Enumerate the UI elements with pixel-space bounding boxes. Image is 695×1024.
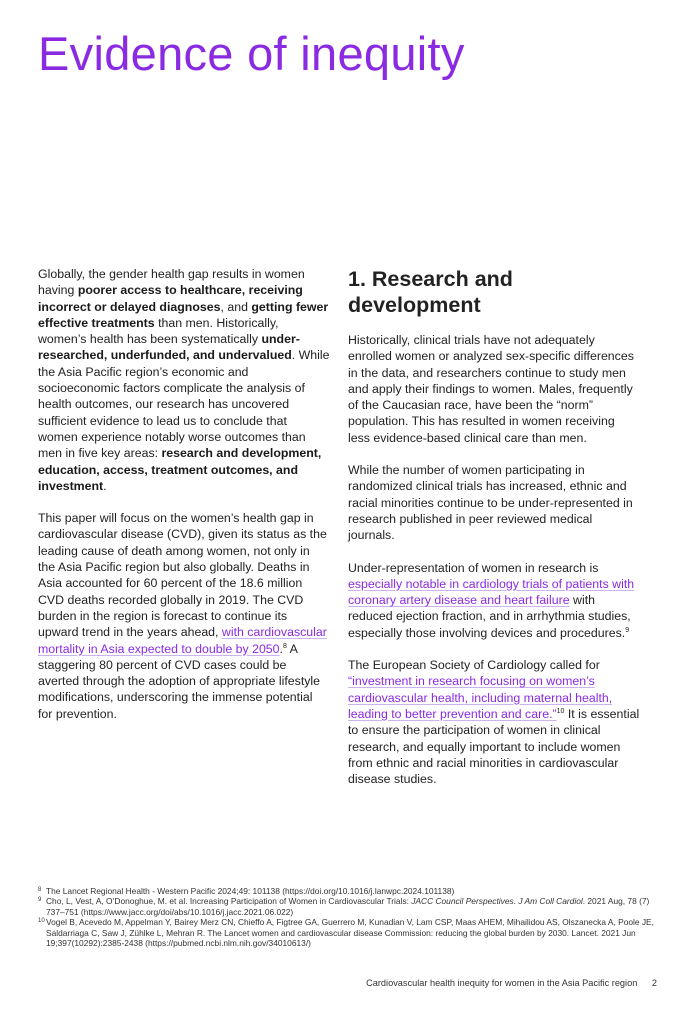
page-number: 2 (651, 978, 657, 988)
left-column (38, 266, 330, 738)
footnote-8: 8 The Lancet Regional Health - Western Pacific 2024;49: 101138 (https://doi.org/10.1016/j.lanwpc.2024.101138) (38, 886, 455, 896)
right-column (348, 266, 640, 803)
bold-phrase: research and development, education, access, treatment outcomes, and investment (38, 446, 322, 493)
rd-paragraph-1: Historically, clinical trials have not adequately enrolled women or analyzed sex-specific differences in the data, and researchers continue to study men and apply their findings to women. Males, frequently of the Caucasian race, have been the “norm” population. This has resulted in women receiving less evidence-based clinical care than men. (348, 333, 634, 445)
footnote-9: 9 Cho, L, Vest, A, O’Donoghue, M. et al. Increasing Participation of Women in Cardiovascular Trials: JACC Council Perspectives. J Am Coll Cardiol. 2021 Aug, 78 (7) 737–751 (https://www.jacc.org/doi/abs/10.1016/j.jacc.2021.06.022) (38, 896, 650, 917)
bold-phrase: getting fewer effective treatments (38, 299, 329, 330)
footnotes (38, 886, 658, 948)
footnote-ref-9: 9 (625, 626, 630, 634)
bold-phrase: poorer access to healthcare, receiving incorrect or delayed diagnoses (38, 283, 303, 314)
esc-quote-link[interactable]: “investment in research focusing on women’s cardiovascular health, including maternal health, leading to better prevention and care.” (348, 674, 613, 721)
footer-title: Cardiovascular health inequity for women in the Asia Pacific region (366, 978, 638, 988)
page-footer (366, 978, 657, 988)
cvd-mortality-link[interactable]: with cardiovascular mortality in Asia expected to double by 2050 (38, 625, 327, 656)
bold-phrase: under-researched, underfunded, and undervalued (38, 332, 300, 363)
page-title: Evidence of inequity (38, 27, 465, 80)
rd-paragraph-2: While the number of women participating in randomized clinical trials has increased, ethnic and racial minorities continue to be under-represented in research published in peer reviewed medical journals. (348, 463, 633, 543)
intro-paragraph: Globally, the gender health gap results in women having poorer access to healthcare, receiving incorrect or delayed diagnoses, and getting fewer effective treatments than men. Historically, women’s health has been systematically under-researched, underfunded, and undervalued. While the Asia Pacific region’s economic and socioeconomic factors complicate the analysis of health outcomes, our research has uncovered sufficient evidence to lead us to conclude that women experience notably worse outcomes than men in five key areas: research and development, education, access, treatment outcomes, and investment. (38, 267, 330, 493)
footnote-ref-10: 10 (556, 707, 565, 715)
rd-paragraph-4: The European Society of Cardiology called for “investment in research focusing on women’s cardiovascular health, including maternal health, leading to better prevention and care.”$^{10}$ It is essential to ensure the participation of women in clinical research, and equally important to include women from ethnic and racial minorities in cardiovascular disease studies. (348, 658, 640, 787)
section-heading: 1. Research and development (348, 267, 513, 317)
cardiology-trials-link[interactable]: especially notable in cardiology trials of patients with coronary artery disease and heart failure (348, 576, 635, 608)
rd-paragraph-3: Under-representation of women in research is especially notable in cardiology trials of patients with coronary artery disease and heart failure with reduced ejection fraction, and in arrhythmia studies, especially those involving devices and procedures.$^9$ (348, 560, 635, 640)
footnote-10: 10 Vogel B, Acevedo M, Appelman Y, Bairey Merz CN, Chieffo A, Figtree GA, Guerrero M, Kunadian V, Lam CSP, Maas AHEM, Mihailidou AS, Olszanecka A, Poole JE, Saldarriaga C, Saw J, Zühlke L, Mehran R. The Lancet women and cardiovascular disease Commission: reducing the global burden by 2030. Lancet. 2021 Jun 19;397(10292):2385-2438 (https://pubmed.ncbi.nlm.nih.gov/34010613/) (38, 917, 654, 949)
footnote-ref-8: 8 (282, 642, 287, 650)
cvd-focus-paragraph: This paper will focus on the women’s health gap in cardiovascular disease (CVD), given its status as the leading cause of death among women, not only in the Asia Pacific region but also globally. Deaths in Asia accounted for 60 percent of the 18.6 million CVD deaths recorded globally in 2019. The CVD burden in the region is forecast to continue its upward trend in the years ahead, with cardiovascular mortality in Asia expected to double by 2050.$^8$ A staggering 80 percent of CVD cases could be averted through the adoption of appropriate lifestyle modifications, underscoring the immense potential for prevention. (38, 511, 327, 721)
